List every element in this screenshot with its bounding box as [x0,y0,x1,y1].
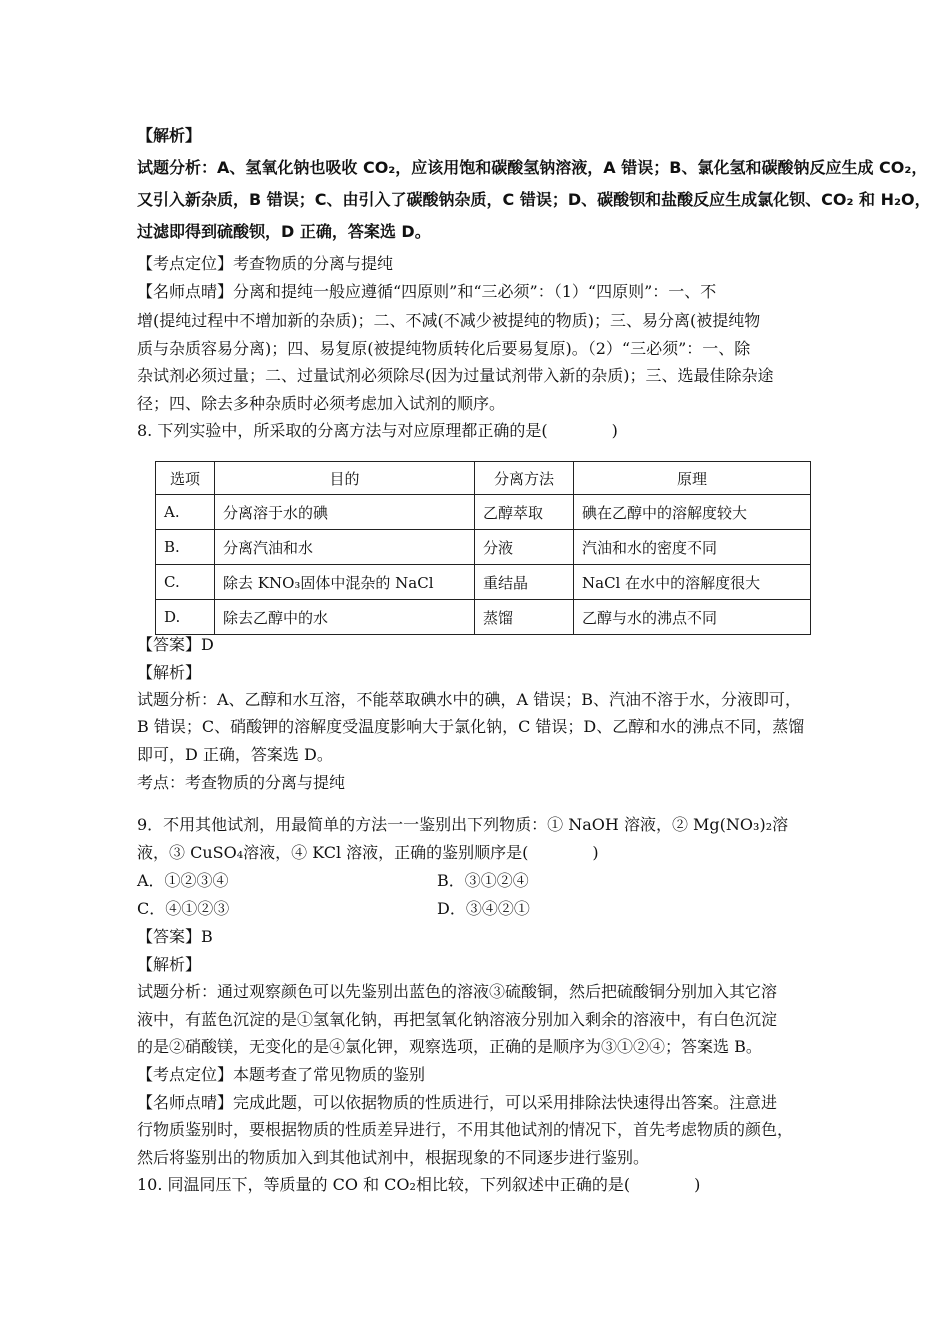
question-8-table [155,461,811,635]
table-row [156,530,811,565]
table-row [156,565,811,600]
table-header-cell: 分离方法 [475,462,574,495]
analysis-heading: 【解析】 [137,955,202,974]
table-row [156,495,811,530]
question-9-stem: 9．不用其他试剂，用最简单的方法一一鉴别出下列物质：① NaOH 溶液，② Mg(NO₃)₂溶 [137,815,789,834]
table-header-row [156,462,811,495]
table-cell: 蒸馏 [475,600,574,635]
analysis-text-line: 即可，D 正确，答案选 D。 [137,745,333,764]
answer-line: 【答案】D [137,635,214,654]
question-10-stem: 10. 同温同压下，等质量的 CO 和 CO₂相比较，下列叙述中正确的是( ) [137,1175,701,1194]
analysis-heading: 【解析】 [137,126,202,145]
question-9-stem: 液，③ CuSO₄溶液，④ KCl 溶液，正确的鉴别顺序是( ) [137,843,599,862]
table-cell: 分离汽油和水 [215,530,475,565]
table-cell: D. [156,600,215,635]
table-header-cell: 目的 [215,462,475,495]
teacher-note-line: 【名师点晴】完成此题，可以依据物质的性质进行，可以采用排除法快速得出答案。注意进 [137,1093,778,1112]
table-cell: B. [156,530,215,565]
table-cell: 除去乙醇中的水 [215,600,475,635]
analysis-text-line: 试题分析：通过观察颜色可以先鉴别出蓝色的溶液③硫酸铜，然后把硫酸铜分别加入其它溶 [137,982,778,1001]
exam-point-line: 【考点定位】考查物质的分离与提纯 [137,254,394,273]
exam-point-line: 【考点定位】本题考查了常见物质的鉴别 [137,1065,426,1084]
question-8-stem: 8. 下列实验中，所采取的分离方法与对应原理都正确的是( ) [137,421,618,440]
teacher-note-line: 径；四、除去多种杂质时必须考虑加入试剂的顺序。 [137,394,506,413]
teacher-note-line: 增(提纯过程中不增加新的杂质)；二、不减(不减少被提纯的物质)；三、易分离(被提纯物 [137,311,761,330]
option-c: C．④①②③ [137,899,230,918]
analysis-text-line: 过滤即得到硫酸钡，D 正确，答案选 D。 [137,222,431,241]
teacher-note-line: 【名师点晴】分离和提纯一般应遵循“四原则”和“三必须”：（1）“四原则”：一、不 [137,282,717,301]
table-cell: C. [156,565,215,600]
analysis-text-line: 试题分析：A、氢氧化钠也吸收 CO₂，应该用饱和碳酸氢钠溶液，A 错误；B、氯化氢和碳酸钠反应生成 CO₂， [137,158,928,177]
table-cell: 碘在乙醇中的溶解度较大 [574,495,811,530]
table-cell: 除去 KNO₃固体中混杂的 NaCl [215,565,475,600]
analysis-heading: 【解析】 [137,663,202,682]
teacher-note-line: 杂试剂必须过量；二、过量试剂必须除尽(因为过量试剂带入新的杂质)；三、选最佳除杂途 [137,366,774,385]
answer-line: 【答案】B [137,927,213,946]
table-cell: 汽油和水的密度不同 [574,530,811,565]
table-cell: 分液 [475,530,574,565]
analysis-text-line: 的是②硝酸镁，无变化的是④氯化钾，观察选项，正确的是顺序为③①②④；答案选 B。 [137,1037,762,1056]
teacher-note-line: 质与杂质容易分离)；四、易复原(被提纯物质转化后要易复原)。（2）“三必须”：一、除 [137,339,751,358]
option-b: B．③①②④ [437,871,529,890]
table-row [156,600,811,635]
exam-point-line: 考点：考查物质的分离与提纯 [137,773,346,792]
table-cell: A. [156,495,215,530]
table-cell: 重结晶 [475,565,574,600]
analysis-text-line: B 错误；C、硝酸钾的溶解度受温度影响大于氯化钠，C 错误；D、乙醇和水的沸点不同，蒸馏 [137,717,805,736]
table-cell: NaCl 在水中的溶解度很大 [574,565,811,600]
table-header-cell: 选项 [156,462,215,495]
table-cell: 乙醇与水的沸点不同 [574,600,811,635]
analysis-text-line: 液中，有蓝色沉淀的是①氢氧化钠，再把氢氧化钠溶液分别加入剩余的溶液中，有白色沉淀 [137,1010,778,1029]
option-a: A．①②③④ [137,871,229,890]
table-cell: 乙醇萃取 [475,495,574,530]
teacher-note-line: 然后将鉴别出的物质加入到其他试剂中，根据现象的不同逐步进行鉴别。 [137,1148,650,1167]
table-cell: 分离溶于水的碘 [215,495,475,530]
analysis-text-line: 又引入新杂质，B 错误；C、由引入了碳酸钠杂质，C 错误；D、碳酸钡和盐酸反应生成氯化钡、CO₂ 和 H₂O， [137,190,931,209]
option-d: D．③④②① [437,899,530,918]
table-header-cell: 原理 [574,462,811,495]
teacher-note-line: 行物质鉴别时，要根据物质的性质差异进行，不用其他试剂的情况下，首先考虑物质的颜色， [137,1120,794,1139]
analysis-text-line: 试题分析：A、乙醇和水互溶，不能萃取碘水中的碘，A 错误；B、汽油不溶于水，分液即可， [137,690,801,709]
